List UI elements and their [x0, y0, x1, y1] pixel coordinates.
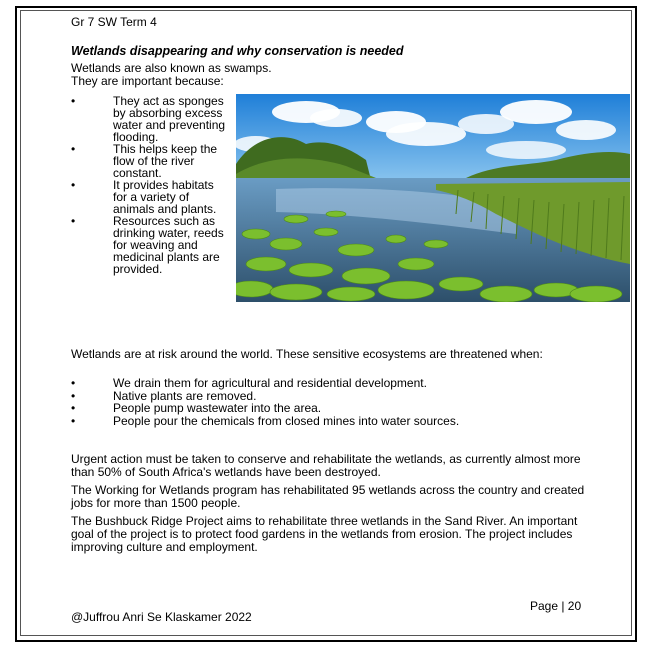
- section-title: Wetlands disappearing and why conservation is needed: [71, 44, 404, 58]
- list-item: • We drain them for agricultural and residential development.: [71, 377, 459, 390]
- threats-list: [71, 377, 459, 428]
- list-item: • People pour the chemicals from closed mines into water sources.: [71, 415, 459, 428]
- intro-text: [71, 62, 272, 88]
- page-header: Gr 7 SW Term 4: [71, 15, 157, 29]
- list-item: • They act as sponges by absorbing excess water and preventing flooding.: [71, 95, 226, 143]
- list-item: • People pump wastewater into the area.: [71, 402, 459, 415]
- paragraph-bushbuck-ridge: The Bushbuck Ridge Project aims to rehabilitate three wetlands in the Sand River. An important goal of the project is to protect food gardens in the wetlands from erosion. The project includes improving culture and employment.: [71, 514, 578, 554]
- importance-list: [71, 95, 226, 275]
- paragraph-working-for-wetlands: The Working for Wetlands program has rehabilitated 95 wetlands across the country and created jobs for more than 1500 people.: [71, 483, 585, 510]
- page-number: Page | 20: [530, 599, 582, 613]
- intro-line-1: Wetlands are also known as swamps.: [71, 61, 272, 75]
- list-item: • Native plants are removed.: [71, 390, 459, 403]
- list-item: • It provides habitats for a variety of animals and plants.: [71, 179, 226, 215]
- list-item: • Resources such as drinking water, reeds for weaving and medicinal plants are provided.: [71, 215, 226, 275]
- risk-intro: Wetlands are at risk around the world. These sensitive ecosystems are threatened when:: [71, 347, 543, 361]
- wetland-photo: [236, 94, 630, 302]
- paragraph-urgent-action: Urgent action must be taken to conserve and rehabilitate the wetlands, as currently almost more than 50% of South Africa's wetlands have been destroyed.: [71, 452, 581, 479]
- copyright-footer: @Juffrou Anri Se Klaskamer 2022: [71, 610, 252, 624]
- intro-line-2: They are important because:: [71, 74, 224, 88]
- list-item: • This helps keep the flow of the river constant.: [71, 143, 226, 179]
